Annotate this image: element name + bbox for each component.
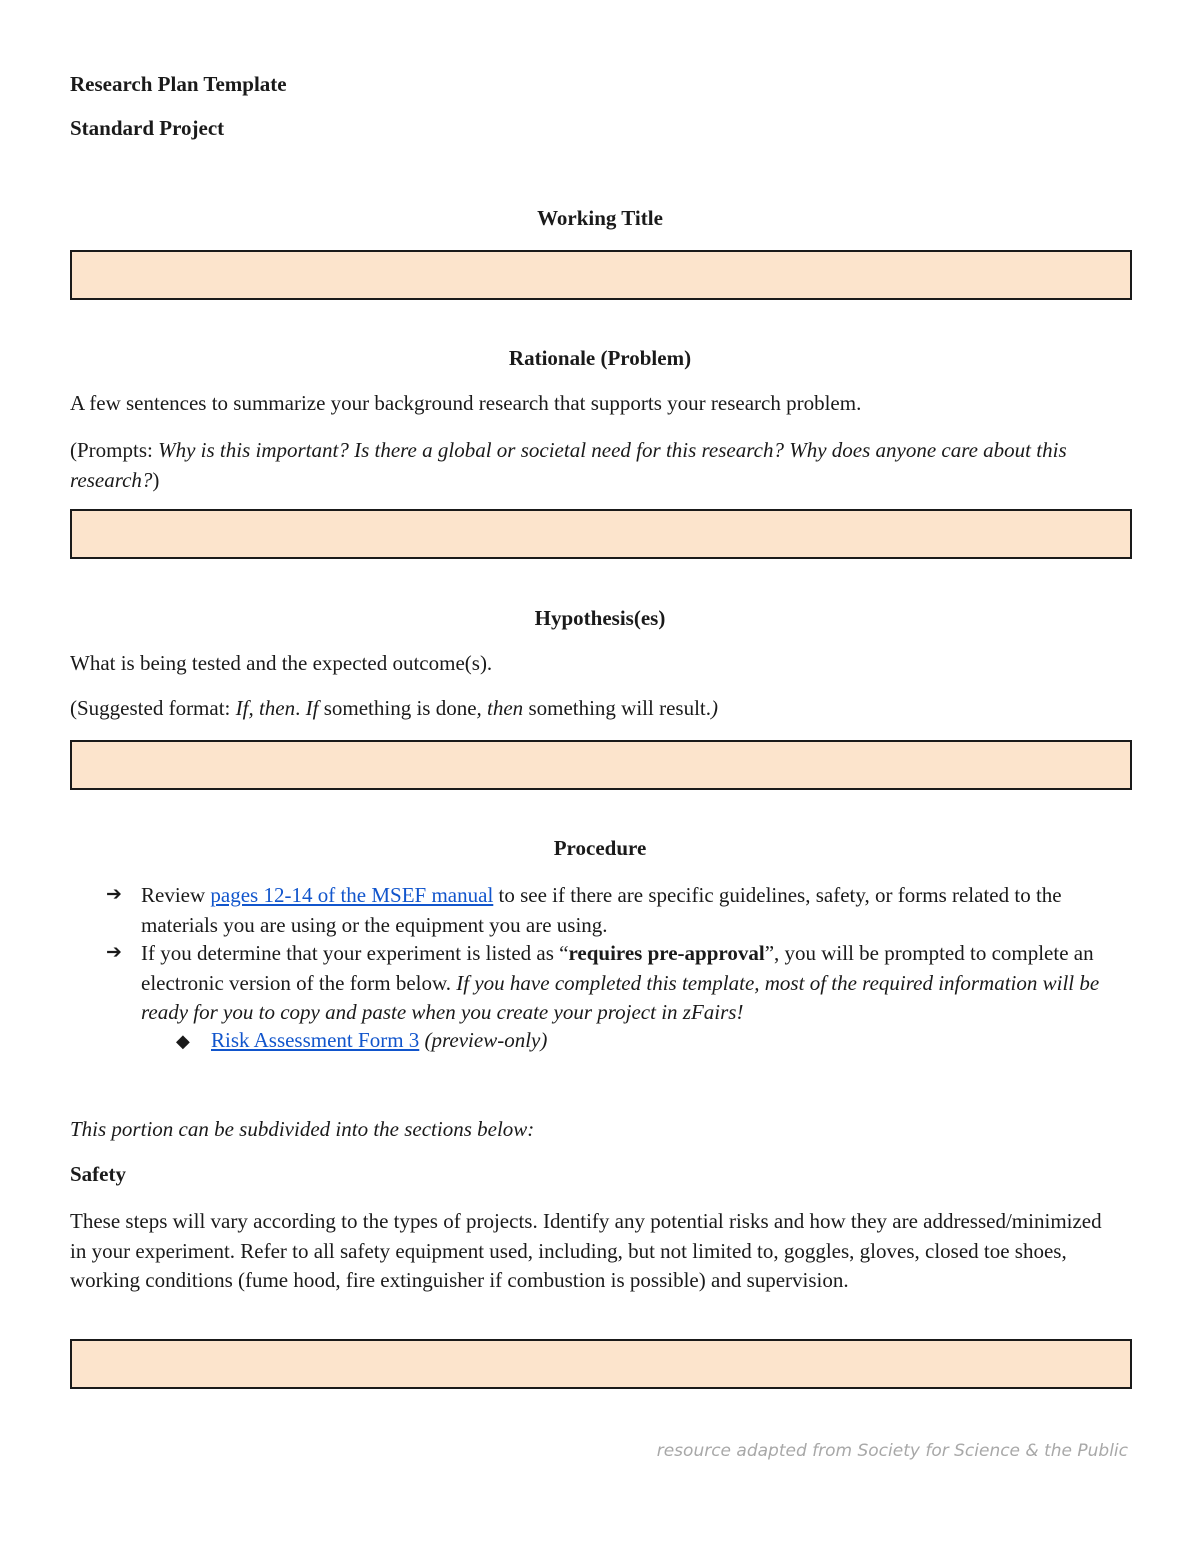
document-title: Research Plan Template xyxy=(70,72,287,96)
procedure-bullet-review: Review pages 12-14 of the MSEF manual to see if there are specific guidelines, safety, or forms related to the materials you are using or the equipment you are using. xyxy=(141,883,1062,937)
arrow-right-icon: ➔ xyxy=(106,941,122,963)
rationale-description: A few sentences to summarize your background research that supports your research problem. xyxy=(70,391,862,415)
safety-heading: Safety xyxy=(70,1162,126,1186)
safety-input[interactable] xyxy=(70,1339,1132,1389)
safety-description: These steps will vary according to the types of projects. Identify any potential risks and how they are addressed/minimized in your experiment. Refer to all safety equipment used, including, but not limited to, goggles, gloves, closed toe shoes, working conditions (fume hood, fire extinguisher if combustion is possible) and supervision. xyxy=(70,1209,1102,1292)
rationale-heading: Rationale (Problem) xyxy=(508,346,692,370)
hypothesis-format: (Suggested format: If, then. If something is done, then something will result.) xyxy=(70,696,719,720)
risk-assessment-form-link[interactable]: Risk Assessment Form 3 xyxy=(211,1028,420,1052)
rationale-input[interactable] xyxy=(70,509,1132,559)
subdivided-note: This portion can be subdivided into the sections below: xyxy=(70,1117,535,1141)
arrow-right-icon: ➔ xyxy=(106,883,122,905)
hypothesis-heading: Hypothesis(es) xyxy=(534,606,666,630)
diamond-bullet-icon: ◆ xyxy=(176,1031,190,1052)
footer-credit: resource adapted from Society for Science & the Public xyxy=(656,1441,1128,1461)
hypothesis-description: What is being tested and the expected outcome(s). xyxy=(70,651,493,675)
working-title-input[interactable] xyxy=(70,250,1132,300)
msef-manual-link[interactable]: pages 12-14 of the MSEF manual xyxy=(210,883,494,907)
procedure-bullet-preapproval: If you determine that your experiment is listed as “requires pre-approval”, you will be prompted to complete an electronic version of the form below. If you have completed this template, most of the required information will be ready for you to copy and paste when you create your project in zFairs! xyxy=(141,941,1100,1024)
hypothesis-input[interactable] xyxy=(70,740,1132,790)
procedure-heading: Procedure xyxy=(553,836,647,860)
procedure-sub-bullet: Risk Assessment Form 3 (preview-only) xyxy=(211,1028,548,1052)
rationale-prompts: (Prompts: Why is this important? Is there a global or societal need for this research? Why does anyone care about this research?) xyxy=(70,438,1067,492)
working-title-heading: Working Title xyxy=(537,206,663,230)
document-subtitle: Standard Project xyxy=(70,116,225,140)
